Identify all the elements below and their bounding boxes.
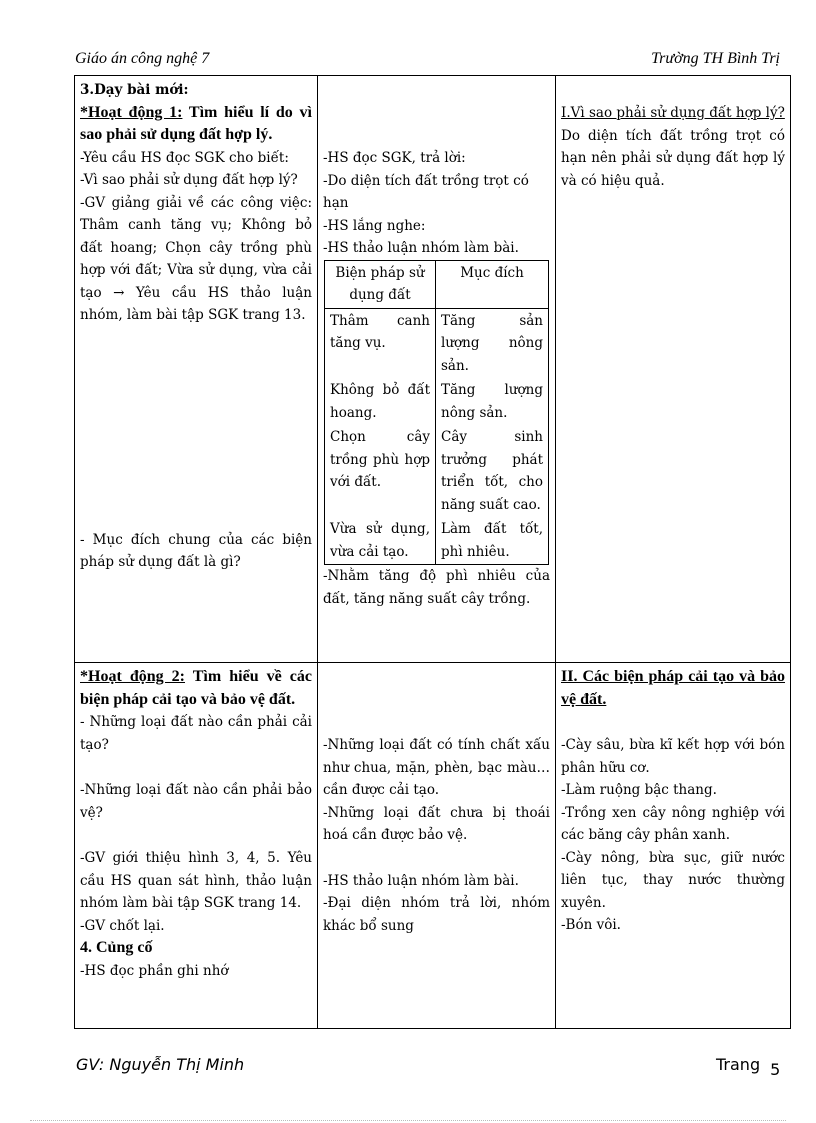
- teacher-step: -GV giảng giải về các công việc: Thâm canh tăng vụ; Không bỏ đất hoang; Chọn cây trồng phù hợp với đất; Vừa sử dụng, vừa cải tạo → Yêu cầu HS thảo luận nhóm, làm bài tập SGK trang 13.: [80, 194, 312, 323]
- table-cell: Thâm canh tăng vụ.: [325, 308, 436, 378]
- student-activity-cell-1: [318, 76, 556, 663]
- table-cell: Vừa sử dụng, vừa cải tạo.: [325, 517, 436, 565]
- section-heading: 4. Củng cố: [80, 939, 153, 956]
- table-cell: Tăng lượng nông sản.: [436, 378, 549, 425]
- activity-label: *Hoạt động 2:: [80, 668, 185, 685]
- table-row: [325, 308, 549, 378]
- table-row: [75, 663, 791, 1029]
- content-item: -Làm ruộng bậc thang.: [561, 782, 717, 798]
- page-divider: [30, 1120, 786, 1121]
- student-step: -HS đọc SGK, trả lời:: [323, 150, 466, 166]
- content-cell-2: [556, 663, 791, 1029]
- teacher-question: -Những loại đất nào cần phải bảo vệ?: [80, 782, 312, 821]
- content-item: -Trồng xen cây nông nghiệp với các băng cây phân xanh.: [561, 804, 785, 843]
- teacher-step: -GV chốt lại.: [80, 917, 165, 934]
- activity-title: Tìm hiểu lí do vì sao phải sử dụng đất hợp lý.: [80, 103, 312, 143]
- table-header: Mục đích: [436, 260, 549, 308]
- table-header: Biện pháp sử dụng đất: [325, 260, 436, 308]
- table-cell: Không bỏ đất hoang.: [325, 378, 436, 425]
- content-item: -Cày nông, bừa sục, giữ nước liên tục, thay nước thường xuyên.: [561, 849, 785, 911]
- content-item: -Cày sâu, bừa kĩ kết hợp với bón phân hữu cơ.: [561, 737, 785, 776]
- content-item: -Bón vôi.: [561, 917, 621, 933]
- teacher-step: -GV giới thiệu hình 3, 4, 5. Yêu cầu HS quan sát hình, thảo luận nhóm làm bài tập SGK trang 14.: [80, 850, 312, 911]
- table-row: [325, 378, 549, 425]
- teacher-question: - Mục đích chung của các biện pháp sử dụng đất là gì?: [80, 531, 312, 570]
- section-heading: 3.Dạy bài mới:: [80, 82, 189, 98]
- content-cell-1: [556, 76, 791, 663]
- student-answer: -Những loại đất chưa bị thoái hoá cần được bảo vệ.: [323, 804, 550, 843]
- table-cell: Chọn cây trồng phù hợp với đất.: [325, 425, 436, 517]
- header-left: Giáo án công nghệ 7: [75, 50, 210, 67]
- header-right: Trường TH Bình Trị: [651, 50, 780, 67]
- student-step: -Nhằm tăng độ phì nhiêu của đất, tăng năng suất cây trồng.: [323, 568, 550, 607]
- content-title: I.Vì sao phải sử dụng đất hợp lý?: [561, 105, 785, 121]
- page-label: Trang: [716, 1055, 761, 1074]
- student-step: -Do diện tích đất trồng trọt có hạn: [323, 172, 529, 211]
- content-title: II. Các biện pháp cải tạo và bảo vệ đất.: [561, 668, 785, 708]
- student-activity-cell-2: [318, 663, 556, 1029]
- table-row: [325, 260, 549, 308]
- footer-teacher: GV: Nguyễn Thị Minh: [76, 1055, 245, 1074]
- teacher-question: - Những loại đất nào cần phải cải tạo?: [80, 714, 312, 753]
- activity-title: Tìm hiểu về các biện pháp cải tạo và bảo vệ đất.: [80, 668, 312, 708]
- lesson-table: [74, 75, 791, 1029]
- content-text: Do diện tích đất trồng trọt có hạn nên phải sử dụng đất hợp lý và có hiệu quả.: [561, 127, 785, 189]
- measures-table: [324, 260, 549, 566]
- table-row: [325, 517, 549, 565]
- student-step: -HS lắng nghe:: [323, 217, 426, 234]
- table-row: [75, 76, 791, 663]
- activity-heading: [80, 666, 312, 711]
- table-cell: Tăng sản lượng nông sản.: [436, 308, 549, 378]
- table-cell: Cây sinh trưởng phát triển tốt, cho năng suất cao.: [436, 425, 549, 517]
- student-answer: -HS thảo luận nhóm làm bài.: [323, 872, 519, 889]
- teacher-activity-cell-2: [75, 663, 318, 1029]
- student-answer: -Những loại đất có tính chất xấu như chua, mặn, phèn, bạc màu… cần được cải tạo.: [323, 737, 550, 798]
- teacher-step: -Vì sao phải sử dụng đất hợp lý?: [80, 172, 298, 188]
- activity-heading: [80, 102, 312, 147]
- page-number: 5: [770, 1060, 781, 1079]
- teacher-step: -HS đọc phần ghi nhớ: [80, 962, 229, 979]
- teacher-step: -Yêu cầu HS đọc SGK cho biết:: [80, 149, 289, 166]
- table-row: [325, 425, 549, 517]
- footer-page: [716, 1055, 781, 1079]
- table-cell: Làm đất tốt, phì nhiêu.: [436, 517, 549, 565]
- activity-label: *Hoạt động 1:: [80, 103, 183, 121]
- teacher-activity-cell-1: [75, 76, 318, 663]
- student-step: -HS thảo luận nhóm làm bài.: [323, 240, 519, 256]
- student-answer: -Đại diện nhóm trả lời, nhóm khác bổ sung: [323, 895, 550, 934]
